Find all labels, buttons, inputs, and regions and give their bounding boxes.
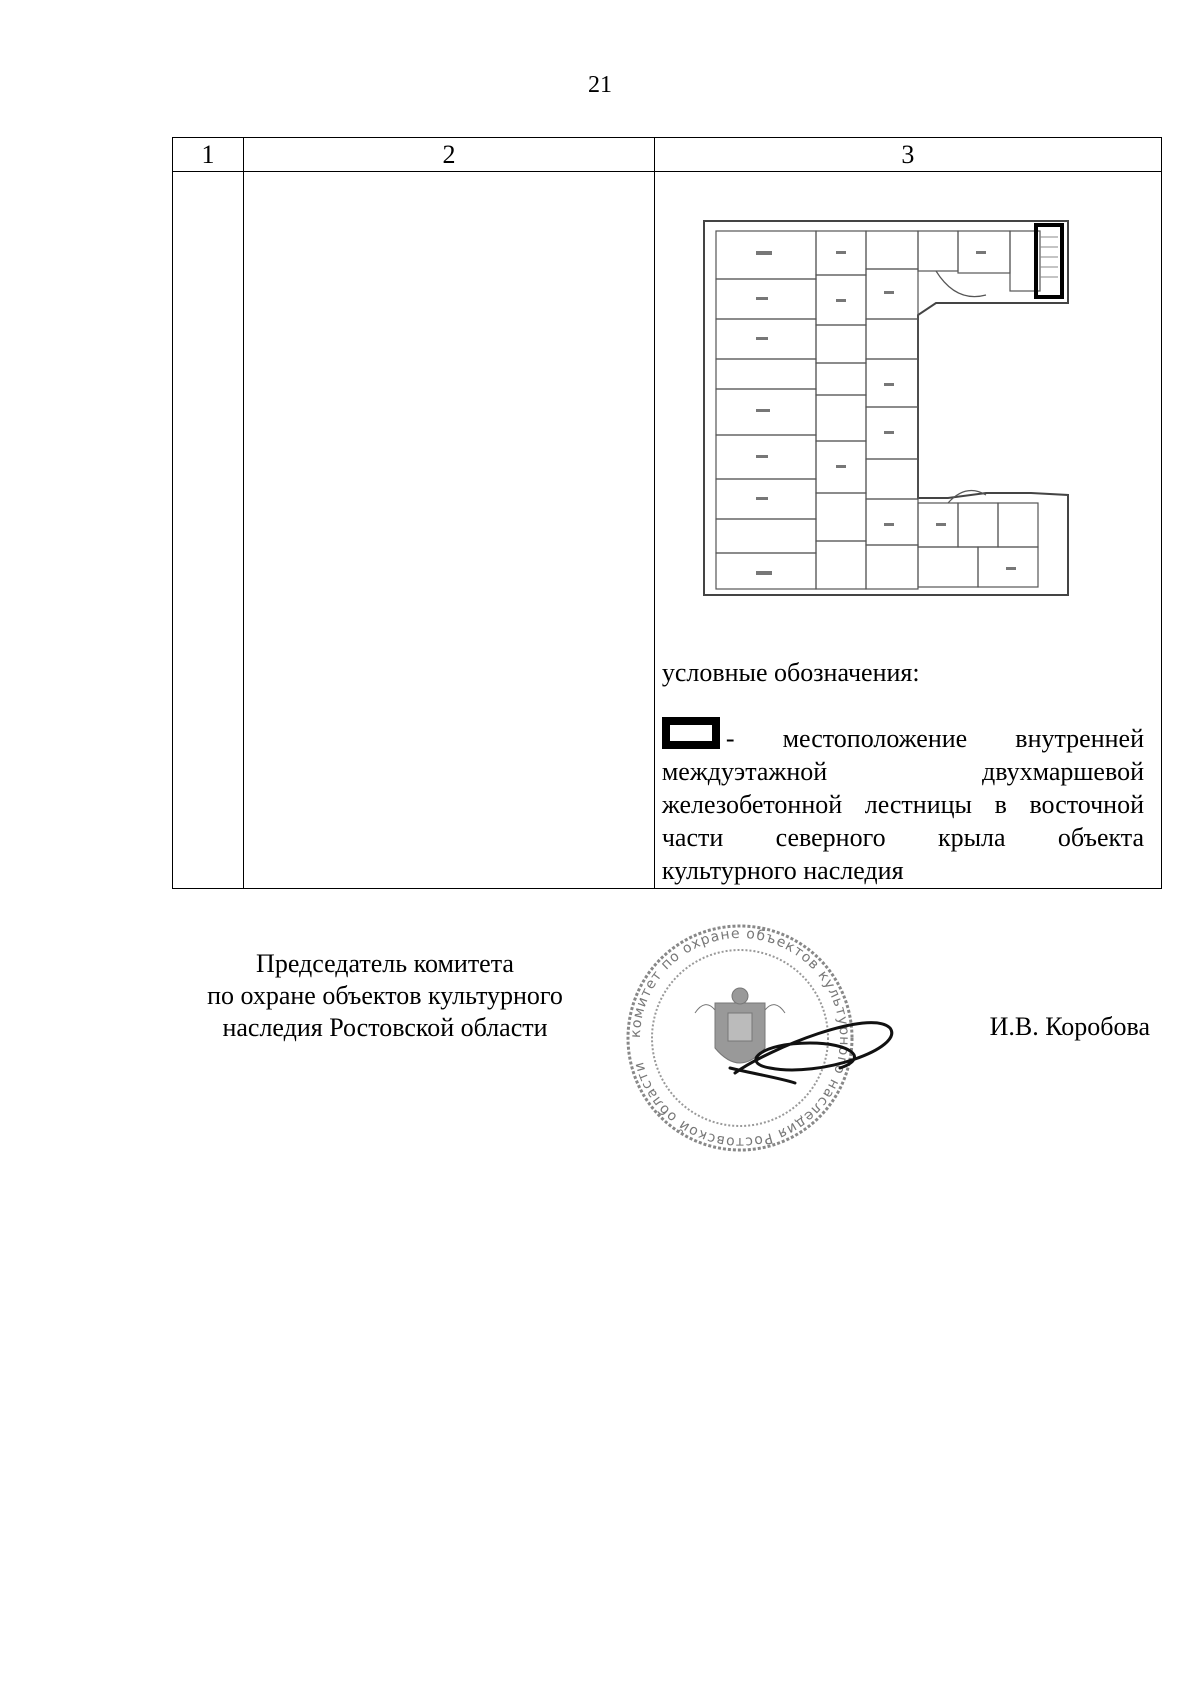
signatory-title-line-1: Председатель комитета <box>256 949 514 978</box>
legend-title: условные обозначения: <box>661 658 920 687</box>
legend-item <box>662 717 1144 887</box>
cell-column-3 <box>654 172 1161 889</box>
floor-plan-drawing <box>686 203 1106 623</box>
cell-column-2 <box>244 172 655 889</box>
legend-stair-marker <box>662 717 720 749</box>
svg-text:комитет по охране объектов кул: комитет по охране объектов культурного наследия Ростовской области <box>627 925 853 1151</box>
column-header-3: 3 <box>654 138 1161 172</box>
signatory-title <box>150 948 620 1044</box>
signatory-name: И.В. Коробова <box>989 1012 1150 1041</box>
table-body-row <box>173 172 1162 889</box>
signatory-title-line-2: по охране объектов культурного <box>207 981 563 1010</box>
page-number: 21 <box>588 72 612 98</box>
official-seal-and-signature <box>620 918 960 1158</box>
legend-description: - местоположение внутренней междуэтажной двухмаршевой железобетонной лестницы в восточной части северного крыла объекта культурного наследия <box>661 724 1144 885</box>
column-header-2: 2 <box>244 138 655 172</box>
document-table <box>172 137 1162 889</box>
table-header-row <box>173 138 1162 172</box>
signatory-title-line-3: наследия Ростовской области <box>222 1013 548 1042</box>
cell-column-1 <box>173 172 244 889</box>
column-header-1: 1 <box>173 138 244 172</box>
floor-plan-image <box>686 203 1106 623</box>
